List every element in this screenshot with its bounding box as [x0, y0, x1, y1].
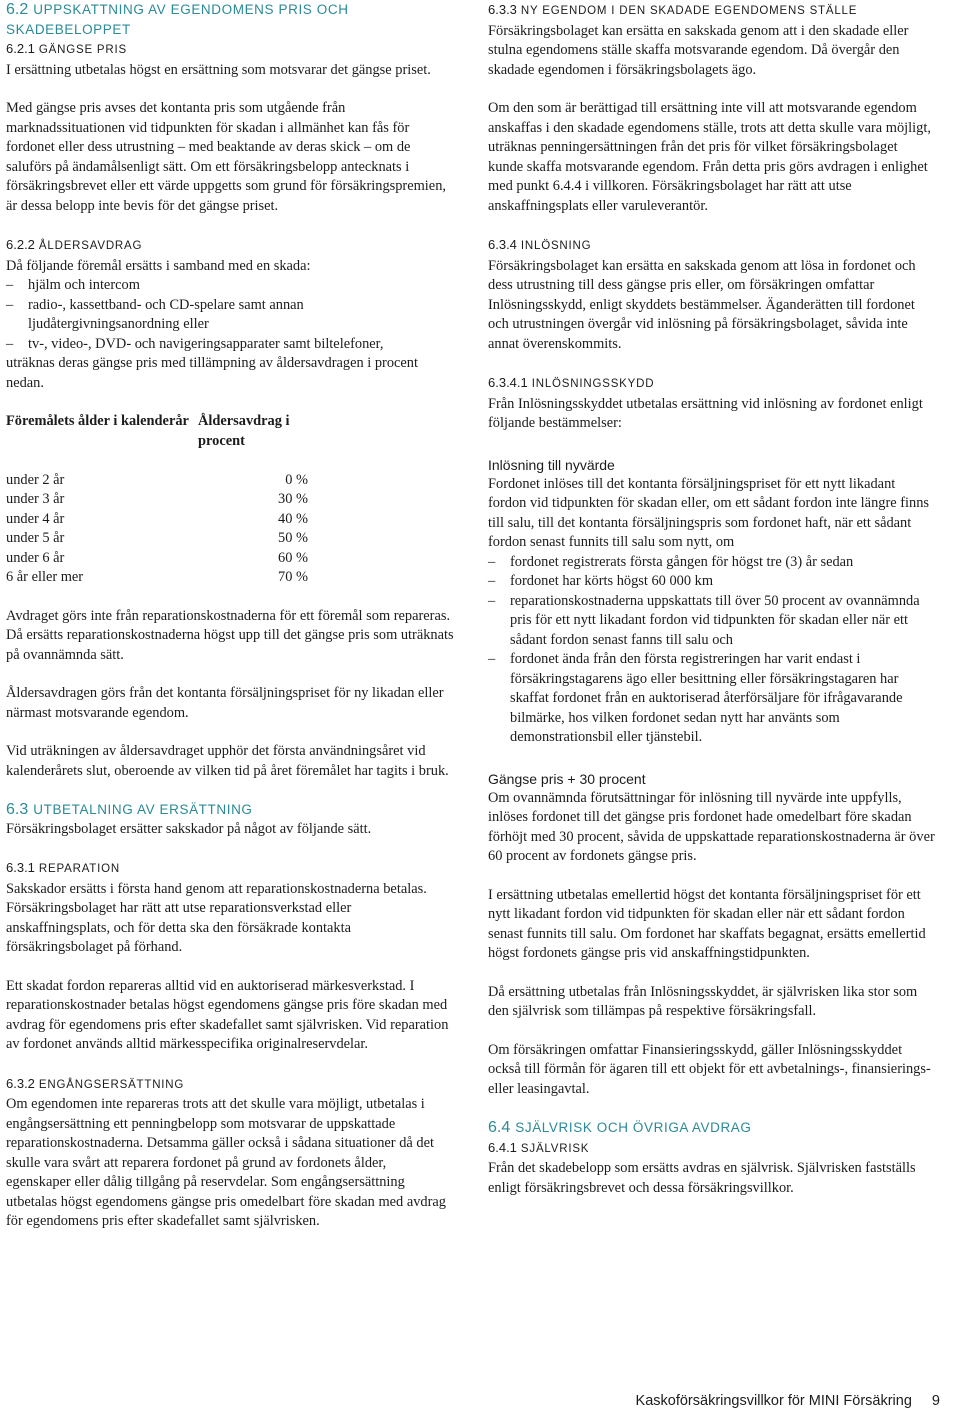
section-heading-6-3-4-1: 6.3.4.1 INLÖSNINGSSKYDD	[488, 375, 655, 390]
left-column	[6, 0, 454, 1232]
table-row: under 6 år 60 %	[6, 549, 308, 566]
right-column	[488, 0, 936, 1198]
paragraph: Fordonet inlöses till det kontanta försäljningspriset för ett nytt likadant fordon vid tidpunkten för skadan eller, om ett sådant fordon inte längre finns till salu, till det kontanta försäljningspris som fordonet haft, när ett sådant fordon senast funnits till salu som nytt, om	[488, 475, 930, 550]
section-heading-6-2: 6.2 UPPSKATTNING AV EGENDOMENS PRIS OCH SKADEBELOPPET	[6, 1, 349, 37]
paragraph: Då följande föremål ersätts i samband med en skada:	[6, 257, 311, 274]
section-heading-6-4-1: 6.4.1 SJÄLVRISK	[488, 1139, 590, 1155]
item-list	[6, 276, 454, 354]
paragraph: Åldersavdragen görs från det kontanta försäljningspriset för ny likadan eller närmast motsvarande egendom.	[6, 685, 444, 721]
paragraph: Om ovannämnda förutsättningar för inlösning till nyvärde inte uppfylls, inlöses fordonet till det gängse pris fordonet hade omedelbart före skadan förhöjt med 30 procent, såvida de uppskattade reparationskostnaderna är över 60 procent av fordonets gängse pris.	[488, 789, 935, 864]
list-item: – tv-, video-, DVD- och navigeringsapparater samt biltelefoner,	[6, 335, 454, 355]
paragraph: I ersättning utbetalas högst en ersättning som motsvarar det gängse priset.	[6, 61, 431, 78]
paragraph: uträknas deras gängse pris med tillämpning av åldersavdragen i procent nedan.	[6, 355, 418, 391]
paragraph: Försäkringsbolaget kan ersätta en sakskada genom att i den skadade eller stulna egendomens ställe skaffa motsvarande egendom. Då övergår den skadade egendomen i försäkringsbolagets ägo.	[488, 22, 909, 78]
paragraph: Om försäkringen omfattar Finansieringsskydd, gäller Inlösningsskyddet också till förmån för ägaren till ett objekt för ett avbetalnings-, finansierings- eller leasingavtal.	[488, 1041, 931, 1097]
paragraph: Då ersättning utbetalas från Inlösningsskyddet, är självrisken lika stor som den självrisk som tillämpas på respektive försäkringsfall.	[488, 983, 918, 1019]
table-row: under 2 år 0 %	[6, 471, 308, 488]
page-number: 9	[931, 1393, 940, 1409]
table-header-age: Föremålets ålder i kalenderår	[6, 413, 189, 429]
section-heading-6-3-1: 6.3.1 REPARATION	[6, 860, 120, 875]
paragraph: Försäkringsbolaget kan ersätta en sakskada genom att lösa in fordonet och dess utrustning till dess gängse pris eller, om försäkringen omfattar Inlösningsskydd, enligt skyddets bestämmelser. Äganderätten till fordonet och utrustningen övergår vid inlösning på försäkringsbolaget, såvida inte annat överenskommits.	[488, 257, 916, 352]
paragraph: Med gängse pris avses det kontanta pris som utgående från marknadssituationen vid tidpunkten för skadan i allmänhet kan fås för fordonet eller dess utrustning – med beaktande av deras skick – om de saluförs på ändamålsenligt sätt. Om ett försäkringsbelopp antecknats i försäkringsbrevet eller ett värde uppgetts som grund för försäkringspremien, är dessa belopp inte bevis för det gängse priset.	[6, 100, 446, 214]
section-heading-6-4: 6.4 SJÄLVRISK OCH ÖVRIGA AVDRAG	[488, 1119, 752, 1136]
section-heading-6-2-1: 6.2.1 GÄNGSE PRIS	[6, 41, 127, 56]
paragraph: Från Inlösningsskyddet utbetalas ersättning vid inlösning av fordonet enligt följande bestämmelser:	[488, 395, 923, 431]
paragraph: Ett skadat fordon repareras alltid vid en auktoriserad märkesverkstad. I reparationskostnader betalas högst egendomens gängse pris före skadan med avdrag för egendomens pris efter skadefallet samt självrisken. Vid reparation av fordonet används alltid märkesspecifika originalreservdelar.	[6, 977, 449, 1052]
section-heading-6-3-4: 6.3.4 INLÖSNING	[488, 237, 592, 252]
condition-list	[488, 553, 936, 748]
list-item: – radio-, kassettband- och CD-spelare samt annan ljudåtergivningsanordning eller	[6, 296, 454, 335]
table-row: under 5 år 50 %	[6, 530, 308, 546]
paragraph: Om den som är berättigad till ersättning inte vill att motsvarande egendom anskaffas i den skadade egendomens ställe, trots att detta skulle vara möjligt, uträknas penningersättningen från det pris för vilket försäkringsbolaget kunde skaffa motsvarande egendom. Från detta pris görs avdragen i enlighet med punkt 6.4.4 i villkoren. Försäkringsbolaget har rätt att utse anskaffningsplats eller varuleverantör.	[488, 100, 931, 214]
paragraph: Sakskador ersätts i första hand genom att reparationskostnaderna betalas. Försäkringsbolaget har rätt att utse reparationsverkstad eller anskaffningsplats, och för detta ska den försäkrade kontakta försäkringsbolaget på förhand.	[6, 880, 427, 955]
section-heading-6-3: 6.3 UTBETALNING AV ERSÄTTNING	[6, 801, 253, 818]
page-footer	[636, 1393, 940, 1409]
section-heading-6-2-2: 6.2.2 ÅLDERSAVDRAG	[6, 237, 143, 252]
paragraph: Vid uträkningen av åldersavdraget upphör det första användningsåret vid kalenderårets slut, oberoende av vilken tid på året föremålet har tagits i bruk.	[6, 743, 449, 779]
list-item: – reparationskostnaderna uppskattats till över 50 procent av ovannämnda pris för ett nytt likadant fordon vid tidpunkten för skadan eller när ett sådant fordon senast fanns till salu och	[488, 592, 936, 651]
table-row: 6 år eller mer 70 %	[6, 569, 308, 585]
list-item: – fordonet har körts högst 60 000 km	[488, 572, 936, 592]
table-row: under 3 år 30 %	[6, 491, 308, 507]
list-item: – fordonet registrerats första gången för högst tre (3) år sedan	[488, 553, 936, 573]
footer-title: Kaskoförsäkringsvillkor för MINI Försäkring	[635, 1393, 912, 1409]
paragraph: Försäkringsbolaget ersätter sakskador på något av följande sätt.	[6, 820, 372, 837]
paragraph: Från det skadebelopp som ersätts avdras en självrisk. Självrisken fastställs enligt försäkringsbrevet och dessa försäkringsvillkor.	[488, 1160, 916, 1196]
subheading-nyvarde: Inlösning till nyvärde	[488, 456, 615, 473]
list-item: – hjälm och intercom	[6, 276, 454, 296]
paragraph: I ersättning utbetalas emellertid högst det kontanta försäljningspriset för ett nytt likadant fordon vid tidpunkten för skadan eller när ett sådant fordon senast funnits till salu. Om fordonet har skaffats begagnat, ersätts emellertid högst fordonets gängse pris vid anskaffningstidpunkten.	[488, 886, 926, 961]
table-row: under 4 år 40 %	[6, 510, 308, 527]
age-deduction-table	[6, 412, 308, 588]
table-header-deduction: Åldersavdrag i procent	[198, 413, 290, 449]
paragraph: Om egendomen inte repareras trots att det skulle vara möjligt, utbetalas i engångsersättning ett penningbelopp som motsvarar de uppskattade reparationskostnaderna. Detsamma gäller också i sådana situationer då det skulle vara svårt att reparera fordonet på grund av fordonets ålder, egenskaper eller dålig tillgång på reservdelar. Som engångsersättning utbetalas högst egendomens gängse pris omedelbart före skadan med avdrag för egendomens pris efter skadefallet samt självrisken.	[6, 1096, 446, 1229]
subheading-gangse-pris: Gängse pris + 30 procent	[488, 770, 646, 787]
section-heading-6-3-2: 6.3.2 ENGÅNGSERSÄTTNING	[6, 1075, 185, 1091]
list-item: – fordonet ända från den första registreringen har varit endast i försäkringstagarens ägo eller besittning eller försäkringstagaren har skaffat fordonet från en auktoriserad återförsäljare för ifrågavarande bilmärke, hos vilken fordonet sedan nytt har använts som demonstrationsbil eller tjänstebil.	[488, 650, 936, 748]
paragraph: Avdraget görs inte från reparationskostnaderna för ett föremål som repareras. Då ersätts reparationskostnaderna högst upp till det gängse pris som uträknats på ovannämnda sätt.	[6, 607, 454, 663]
section-heading-6-3-3: 6.3.3 NY EGENDOM I DEN SKADADE EGENDOMENS STÄLLE	[488, 2, 858, 17]
